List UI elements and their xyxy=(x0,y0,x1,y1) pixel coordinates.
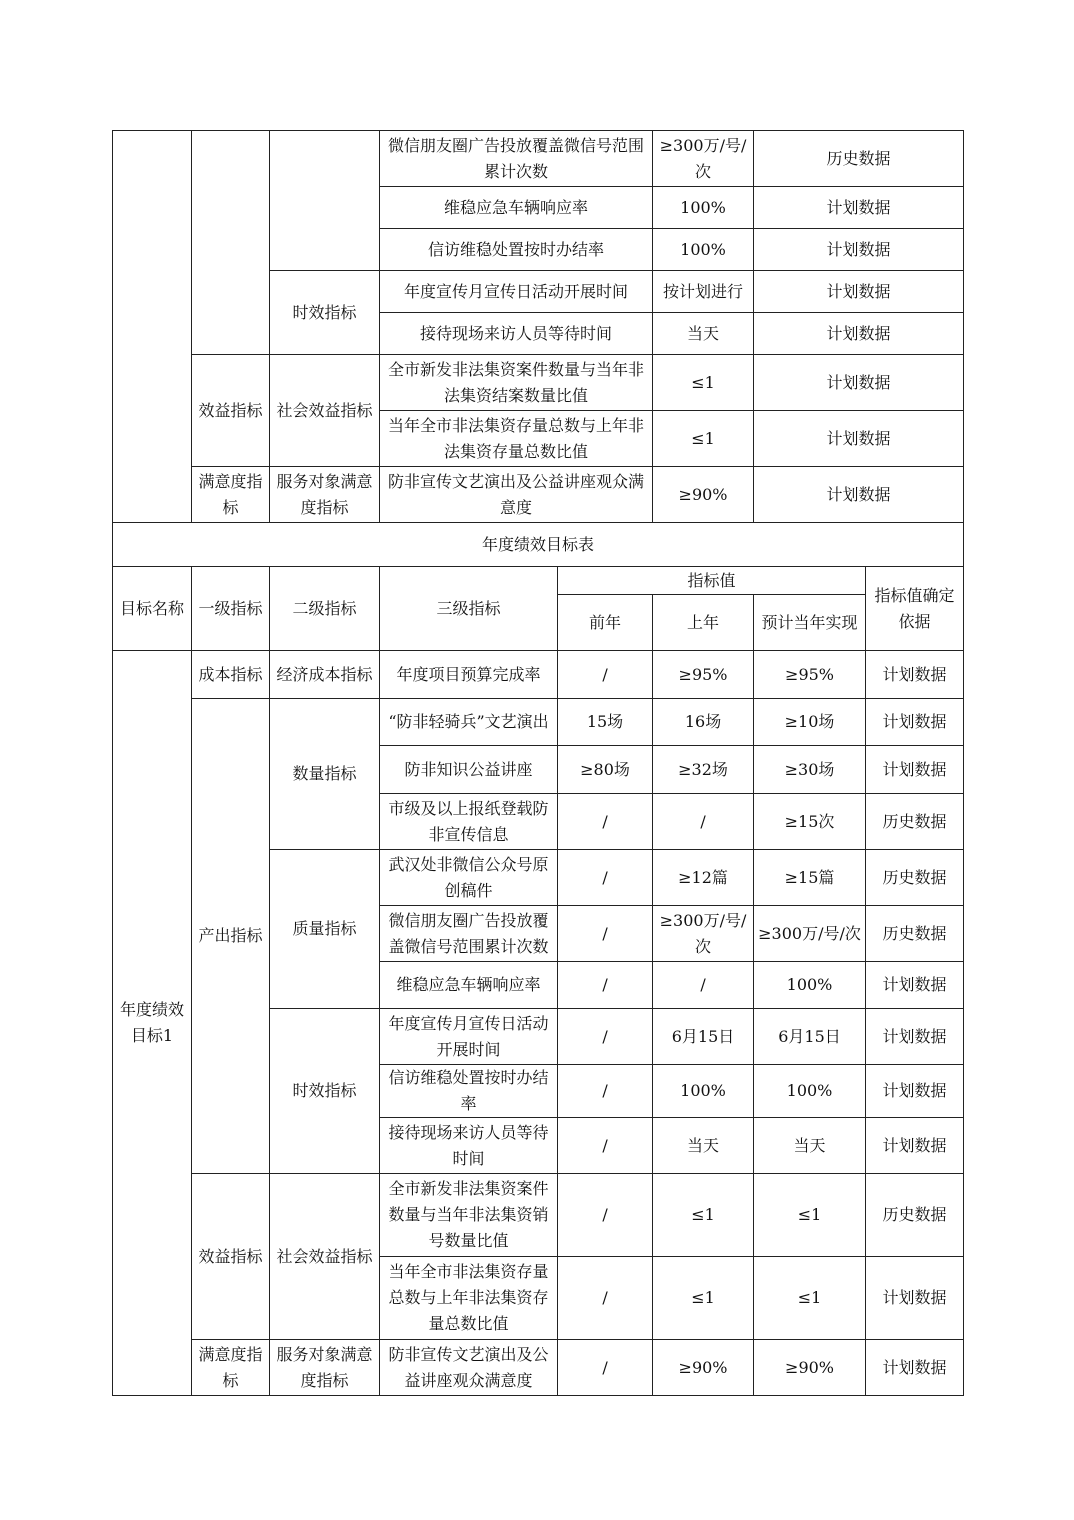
top-basis: 计划数据 xyxy=(754,229,964,271)
basis-value: 计划数据 xyxy=(866,746,964,794)
expected-value: 100% xyxy=(754,1065,866,1118)
prev-year-value: / xyxy=(558,906,653,962)
basis-value: 历史数据 xyxy=(866,1174,964,1257)
performance-table xyxy=(112,130,964,1396)
top-basis: 计划数据 xyxy=(754,271,964,313)
basis-value: 计划数据 xyxy=(866,651,964,699)
last-year-value: ≥90% xyxy=(653,1340,754,1396)
top-social-benefit-group: 社会效益指标 xyxy=(270,355,380,467)
prev-year-value: ≥80场 xyxy=(558,746,653,794)
basis-value: 计划数据 xyxy=(866,1009,964,1065)
prev-year-value: / xyxy=(558,1257,653,1340)
top-third-indicator: 全市新发非法集资案件数量与当年非法集资结案数量比值 xyxy=(380,355,653,411)
table-row xyxy=(113,651,964,699)
expected-value: ≥95% xyxy=(754,651,866,699)
top-indicator-value: 100% xyxy=(653,187,754,229)
last-year-value: / xyxy=(653,962,754,1009)
group-timeliness: 时效指标 xyxy=(270,1009,380,1174)
last-year-value: ≥32场 xyxy=(653,746,754,794)
top-indicator-value: ≥90% xyxy=(653,467,754,523)
third-indicator: 维稳应急车辆响应率 xyxy=(380,962,558,1009)
group-cost: 成本指标 xyxy=(192,651,270,699)
prev-year-value: 15场 xyxy=(558,699,653,746)
top-basis: 计划数据 xyxy=(754,467,964,523)
top-indicator-value: ≤1 xyxy=(653,355,754,411)
prev-year-value: / xyxy=(558,850,653,906)
level1-cell-continued xyxy=(192,131,270,355)
prev-year-value: / xyxy=(558,651,653,699)
top-service-satisfaction-group: 服务对象满意度指标 xyxy=(270,467,380,523)
expected-value: ≤1 xyxy=(754,1257,866,1340)
third-indicator: 接待现场来访人员等待时间 xyxy=(380,1118,558,1174)
table-row xyxy=(113,1340,964,1396)
header-basis: 指标值确定依据 xyxy=(866,567,964,651)
group-economic-cost: 经济成本指标 xyxy=(270,651,380,699)
group-quality: 质量指标 xyxy=(270,850,380,1009)
prev-year-value: / xyxy=(558,1009,653,1065)
basis-value: 计划数据 xyxy=(866,1257,964,1340)
basis-value: 计划数据 xyxy=(866,1340,964,1396)
third-indicator: 信访维稳处置按时办结率 xyxy=(380,1065,558,1118)
last-year-value: ≥95% xyxy=(653,651,754,699)
top-basis: 历史数据 xyxy=(754,131,964,187)
top-third-indicator: 年度宣传月宣传日活动开展时间 xyxy=(380,271,653,313)
third-indicator: 防非宣传文艺演出及公益讲座观众满意度 xyxy=(380,1340,558,1396)
expected-value: ≤1 xyxy=(754,1174,866,1257)
annual-table-title: 年度绩效目标表 xyxy=(113,523,964,567)
third-indicator: 年度宣传月宣传日活动开展时间 xyxy=(380,1009,558,1065)
top-satisfaction-group: 满意度指标 xyxy=(192,467,270,523)
expected-value: ≥30场 xyxy=(754,746,866,794)
top-indicator-value: 按计划进行 xyxy=(653,271,754,313)
top-third-indicator: 防非宣传文艺演出及公益讲座观众满意度 xyxy=(380,467,653,523)
prev-year-value: / xyxy=(558,1065,653,1118)
prev-year-value: / xyxy=(558,1118,653,1174)
last-year-value: 16场 xyxy=(653,699,754,746)
basis-value: 历史数据 xyxy=(866,794,964,850)
expected-value: ≥15次 xyxy=(754,794,866,850)
third-indicator: “防非轻骑兵”文艺演出 xyxy=(380,699,558,746)
group-social-benefit: 社会效益指标 xyxy=(270,1174,380,1340)
top-third-indicator: 微信朋友圈广告投放覆盖微信号范围累计次数 xyxy=(380,131,653,187)
prev-year-value: / xyxy=(558,1174,653,1257)
last-year-value: ≥300万/号/次 xyxy=(653,906,754,962)
group-benefit: 效益指标 xyxy=(192,1174,270,1340)
third-indicator: 当年全市非法集资存量总数与上年非法集资存量总数比值 xyxy=(380,1257,558,1340)
header-level3: 三级指标 xyxy=(380,567,558,651)
group-service-satisfaction: 服务对象满意度指标 xyxy=(270,1340,380,1396)
group-output: 产出指标 xyxy=(192,699,270,1174)
expected-value: 当天 xyxy=(754,1118,866,1174)
top-indicator-value: ≤1 xyxy=(653,411,754,467)
third-indicator: 市级及以上报纸登载防非宣传信息 xyxy=(380,794,558,850)
basis-value: 历史数据 xyxy=(866,906,964,962)
last-year-value: 当天 xyxy=(653,1118,754,1174)
top-third-indicator: 信访维稳处置按时办结率 xyxy=(380,229,653,271)
third-indicator: 年度项目预算完成率 xyxy=(380,651,558,699)
top-basis: 计划数据 xyxy=(754,411,964,467)
top-third-indicator: 维稳应急车辆响应率 xyxy=(380,187,653,229)
basis-value: 计划数据 xyxy=(866,1118,964,1174)
prev-year-value: / xyxy=(558,962,653,1009)
group-quantity: 数量指标 xyxy=(270,699,380,850)
top-indicator-value: ≥300万/号/次 xyxy=(653,131,754,187)
top-basis: 计划数据 xyxy=(754,187,964,229)
header-last-year: 上年 xyxy=(653,595,754,651)
header-level1: 一级指标 xyxy=(192,567,270,651)
third-indicator: 全市新发非法集资案件数量与当年非法集资销号数量比值 xyxy=(380,1174,558,1257)
annual-title-row xyxy=(113,523,964,567)
header-level2: 二级指标 xyxy=(270,567,380,651)
top-timeliness-group: 时效指标 xyxy=(270,271,380,355)
top-row-6 xyxy=(113,355,964,411)
expected-value: ≥90% xyxy=(754,1340,866,1396)
expected-value: 100% xyxy=(754,962,866,1009)
last-year-value: / xyxy=(653,794,754,850)
table-row xyxy=(113,699,964,746)
basis-value: 历史数据 xyxy=(866,850,964,906)
basis-value: 计划数据 xyxy=(866,699,964,746)
expected-value: ≥15篇 xyxy=(754,850,866,906)
performance-table-sheet xyxy=(112,130,963,1396)
basis-value: 计划数据 xyxy=(866,962,964,1009)
last-year-value: ≥12篇 xyxy=(653,850,754,906)
basis-value: 计划数据 xyxy=(866,1065,964,1118)
header-indicator-value: 指标值 xyxy=(558,567,866,595)
header-expected: 预计当年实现 xyxy=(754,595,866,651)
last-year-value: 6月15日 xyxy=(653,1009,754,1065)
level2-cell-continued xyxy=(270,131,380,271)
top-indicator-value: 100% xyxy=(653,229,754,271)
top-third-indicator: 当年全市非法集资存量总数与上年非法集资存量总数比值 xyxy=(380,411,653,467)
top-benefit-group: 效益指标 xyxy=(192,355,270,467)
top-indicator-value: 当天 xyxy=(653,313,754,355)
top-basis: 计划数据 xyxy=(754,355,964,411)
top-third-indicator: 接待现场来访人员等待时间 xyxy=(380,313,653,355)
expected-value: 6月15日 xyxy=(754,1009,866,1065)
last-year-value: ≤1 xyxy=(653,1257,754,1340)
prev-year-value: / xyxy=(558,1340,653,1396)
header-goal-name: 目标名称 xyxy=(113,567,192,651)
expected-value: ≥10场 xyxy=(754,699,866,746)
top-basis: 计划数据 xyxy=(754,313,964,355)
header-row-1 xyxy=(113,567,964,595)
prev-year-value: / xyxy=(558,794,653,850)
third-indicator: 武汉处非微信公众号原创稿件 xyxy=(380,850,558,906)
third-indicator: 防非知识公益讲座 xyxy=(380,746,558,794)
third-indicator: 微信朋友圈广告投放覆盖微信号范围累计次数 xyxy=(380,906,558,962)
group-satisfaction: 满意度指标 xyxy=(192,1340,270,1396)
last-year-value: 100% xyxy=(653,1065,754,1118)
table-row xyxy=(113,1174,964,1257)
top-row-8 xyxy=(113,467,964,523)
goal-name-cell: 年度绩效目标1 xyxy=(113,651,192,1396)
last-year-value: ≤1 xyxy=(653,1174,754,1257)
header-prev-year: 前年 xyxy=(558,595,653,651)
expected-value: ≥300万/号/次 xyxy=(754,906,866,962)
goal-name-cell-continued xyxy=(113,131,192,523)
top-row-1 xyxy=(113,131,964,187)
